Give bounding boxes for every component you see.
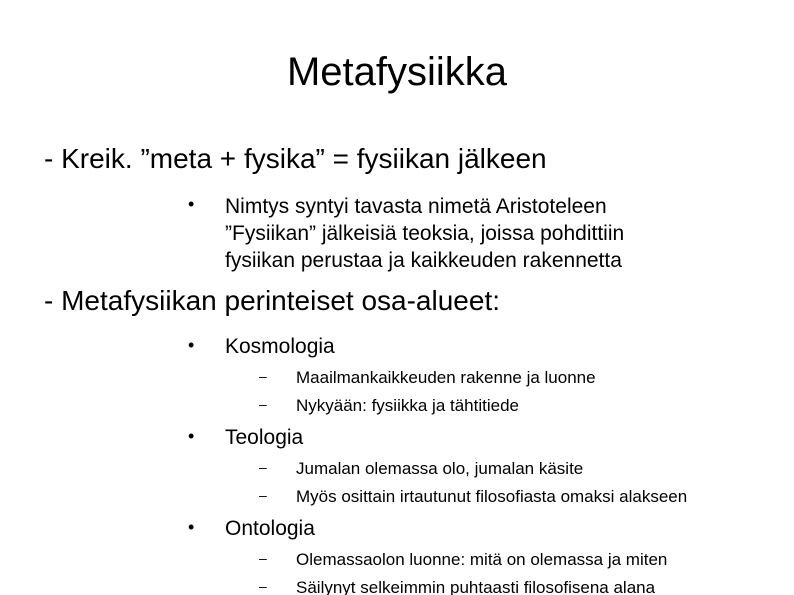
- area-ontologia-item-2: Säilynyt selkeimmin puhtaasti filosofisena alana: [296, 578, 656, 595]
- point-1-sub-line-1: Nimtys syntyi tavasta nimetä Aristoteleen: [225, 195, 607, 218]
- area-ontologia-item-1: Olemassaolon luonne: mitä on olemassa ja miten: [296, 550, 668, 569]
- bullet-icon: •: [188, 426, 195, 446]
- area-kosmologia-item-2: Nykyään: fysiikka ja tähtitiede: [296, 396, 519, 415]
- dash-icon: –: [259, 368, 267, 384]
- area-kosmologia-item-1: Maailmankaikkeuden rakenne ja luonne: [296, 368, 596, 387]
- area-teologia-label: Teologia: [225, 426, 304, 449]
- slide-title: Metafysiikka: [286, 50, 508, 94]
- point-1-text: - Kreik. ”meta + fysika” = fysiikan jälkeen: [44, 143, 547, 174]
- dash-icon: –: [259, 487, 267, 503]
- bullet-icon: •: [188, 194, 195, 214]
- bullet-icon: •: [188, 517, 195, 537]
- dash-icon: –: [259, 396, 267, 412]
- point-1-sub-line-3: fysiikan perustaa ja kaikkeuden rakennetta: [225, 249, 622, 272]
- dash-icon: –: [259, 550, 267, 566]
- point-2-text: - Metafysiikan perinteiset osa-alueet:: [44, 285, 500, 316]
- dash-icon: –: [259, 578, 267, 594]
- point-1-sub-line-2: ”Fysiikan” jälkeisiä teoksia, joissa pohdittiin: [225, 222, 625, 245]
- bullet-icon: •: [188, 335, 195, 355]
- dash-icon: –: [259, 459, 267, 475]
- area-ontologia-label: Ontologia: [225, 517, 315, 540]
- area-kosmologia-label: Kosmologia: [225, 335, 335, 358]
- area-teologia-item-1: Jumalan olemassa olo, jumalan käsite: [296, 459, 584, 478]
- area-teologia-item-2: Myös osittain irtautunut filosofiasta omaksi alakseen: [296, 487, 688, 506]
